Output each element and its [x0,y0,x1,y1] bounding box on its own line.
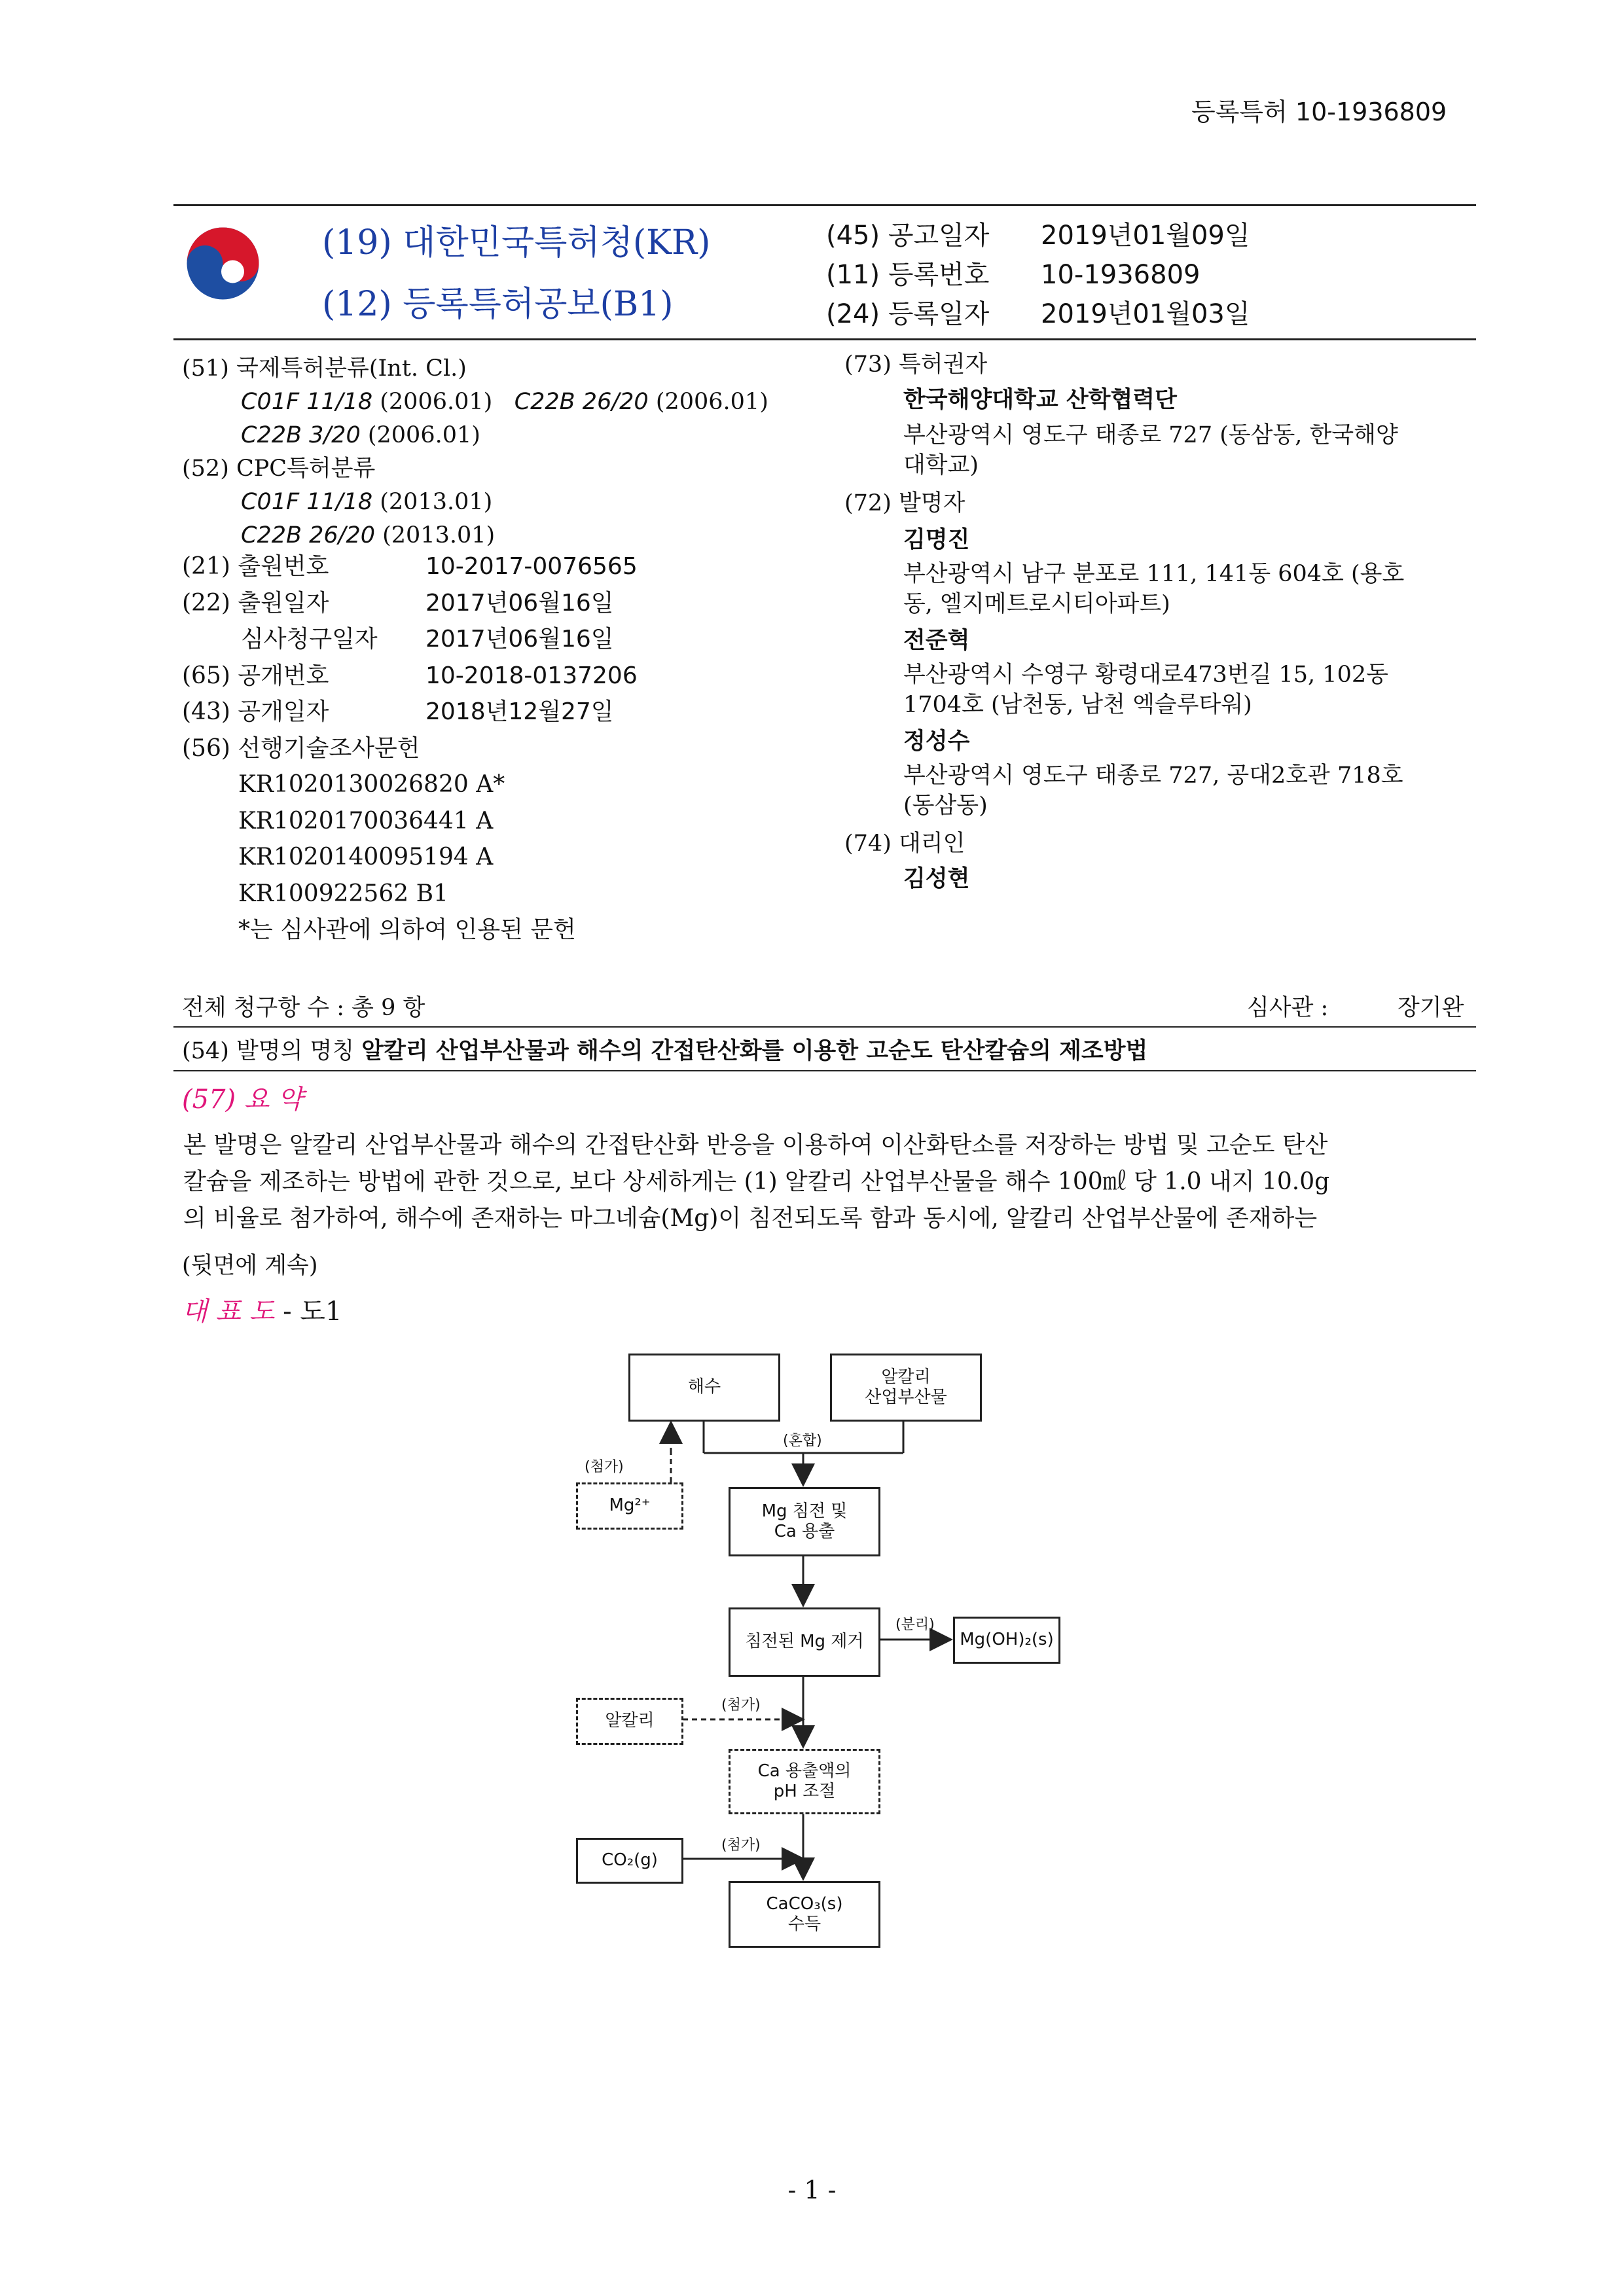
office-title: (19) 대한민국특허청(KR) [322,223,711,262]
abstract-line: 본 발명은 알칼리 산업부산물과 해수의 간접탄산화 반응을 이용하여 이산화탄소를 저장하는 방법 및 고순도 탄산 [183,1132,1328,1158]
field-row: (21) 출원번호 10-2017-0076565 [182,553,638,580]
inventor-address: 부산광역시 수영구 황령대로473번길 15, 102동 [903,662,1388,688]
ph-adjust-box: Ca 용출액의 pH 조절 [729,1749,880,1814]
cpc-row: C01F 11/18 (2013.01) [241,489,493,515]
examiner-name: 장기완 [1398,995,1464,1021]
inventor-label: (72) 발명자 [844,490,965,516]
examiner-label: 심사관 : [1247,995,1329,1021]
holder-label: (73) 특허권자 [844,351,988,378]
ipc-row: C22B 3/20 (2006.01) [241,422,480,448]
abstract-line: 칼슘을 제조하는 방법에 관한 것으로, 보다 상세하게는 (1) 알칼리 산업부산물을 해수 100㎖ 당 1.0 내지 10.0g [183,1168,1330,1195]
field-row: (65) 공개번호 10-2018-0137206 [182,662,638,689]
mgoh2-box: Mg(OH)₂(s) [953,1617,1060,1664]
inventor-address: (동삼동) [903,793,988,819]
pub-info-row: (11) 등록번호 10-1936809 [826,260,1200,290]
agent-name: 김성현 [903,866,970,892]
inventor-address: 부산광역시 영도구 태종로 727, 공대2호관 718호 [903,762,1403,789]
ipc-label: (51) 국제특허분류(Int. Cl.) [182,355,467,382]
add-label: (첨가) [721,1837,761,1854]
page-number: - 1 - [787,2176,837,2204]
add-label: (첨가) [721,1697,761,1713]
inventor-name: 전준혁 [903,628,970,654]
holder-name: 한국해양대학교 산학협력단 [903,387,1177,413]
publication-type: (12) 등록특허공보(B1) [322,285,674,324]
abstract-heading: (57) 요 약 [182,1085,303,1115]
inventor-name: 김명진 [903,527,970,553]
continued-note: (뒷면에 계속) [182,1253,318,1279]
agent-label: (74) 대리인 [844,831,965,857]
holder-address: 부산광역시 영도구 태종로 727 (동삼동, 한국해양 [903,422,1398,448]
ipc-row: C01F 11/18 (2006.01) C22B 26/20 (2006.01) [241,389,768,415]
cpc-label: (52) CPC특허분류 [182,456,376,482]
field-row: (22) 출원일자 2017년06월16일 [182,589,614,617]
field-row: (43) 공개일자 2018년12월27일 [182,698,614,725]
pub-info-row: (24) 등록일자 2019년01월03일 [826,299,1250,329]
separate-label: (분리) [895,1617,935,1633]
inventor-name: 정성수 [903,728,970,755]
invention-title-row: (54) 발명의 명칭 알칼리 산업부산물과 해수의 간접탄산화를 이용한 고순도 탄산칼슘의 제조방법 [182,1038,1148,1064]
mg-precipitation-box: Mg 침전 및 Ca 용출 [729,1487,880,1556]
prior-art-item: KR100922562 B1 [238,880,448,907]
cpc-row: C22B 26/20 (2013.01) [241,522,496,548]
prior-art-item: KR1020170036441 A [238,807,494,834]
inventor-address: 1704호 (남천동, 남천 엑슬루타워) [903,692,1252,718]
add-label: (첨가) [585,1459,624,1475]
inventor-address: 부산광역시 남구 분포로 111, 141동 604호 (용호 [903,561,1405,587]
mg-removal-box: 침전된 Mg 제거 [729,1607,880,1677]
claim-count: 전체 청구항 수 : 총 9 항 [182,995,425,1021]
seawater-box: 해수 [628,1354,780,1422]
holder-address: 대학교) [903,452,979,478]
mix-label: (혼합) [783,1433,822,1449]
field-row: 심사청구일자 2017년06월16일 [241,626,614,653]
prior-art-note: *는 심사관에 의하여 인용된 문헌 [238,916,576,943]
prior-art-item: KR1020140095194 A [238,844,494,870]
abstract-line: 의 비율로 첨가하여, 해수에 존재하는 마그네슘(Mg)이 침전되도록 함과 동시에, 알칼리 산업부산물에 존재하는 [183,1205,1318,1232]
prior-art-item: KR1020130026820 A* [238,771,505,798]
prior-art-label: (56) 선행기술조사문헌 [182,734,420,762]
document-id: 등록특허 10-1936809 [1191,98,1447,126]
pub-info-row: (45) 공고일자 2019년01월09일 [826,221,1250,251]
alkali-box: 알칼리 [576,1698,683,1745]
representative-drawing-label: 대 표 도 - 도1 [182,1297,342,1327]
mg-ion-box: Mg²⁺ [576,1482,683,1530]
co2-box: CO₂(g) [576,1838,683,1884]
alkali-byproduct-box: 알칼리 산업부산물 [830,1354,982,1422]
caco3-box: CaCO₃(s) 수득 [729,1881,880,1948]
inventor-address: 동, 엘지메트로시티아파트) [903,591,1170,617]
